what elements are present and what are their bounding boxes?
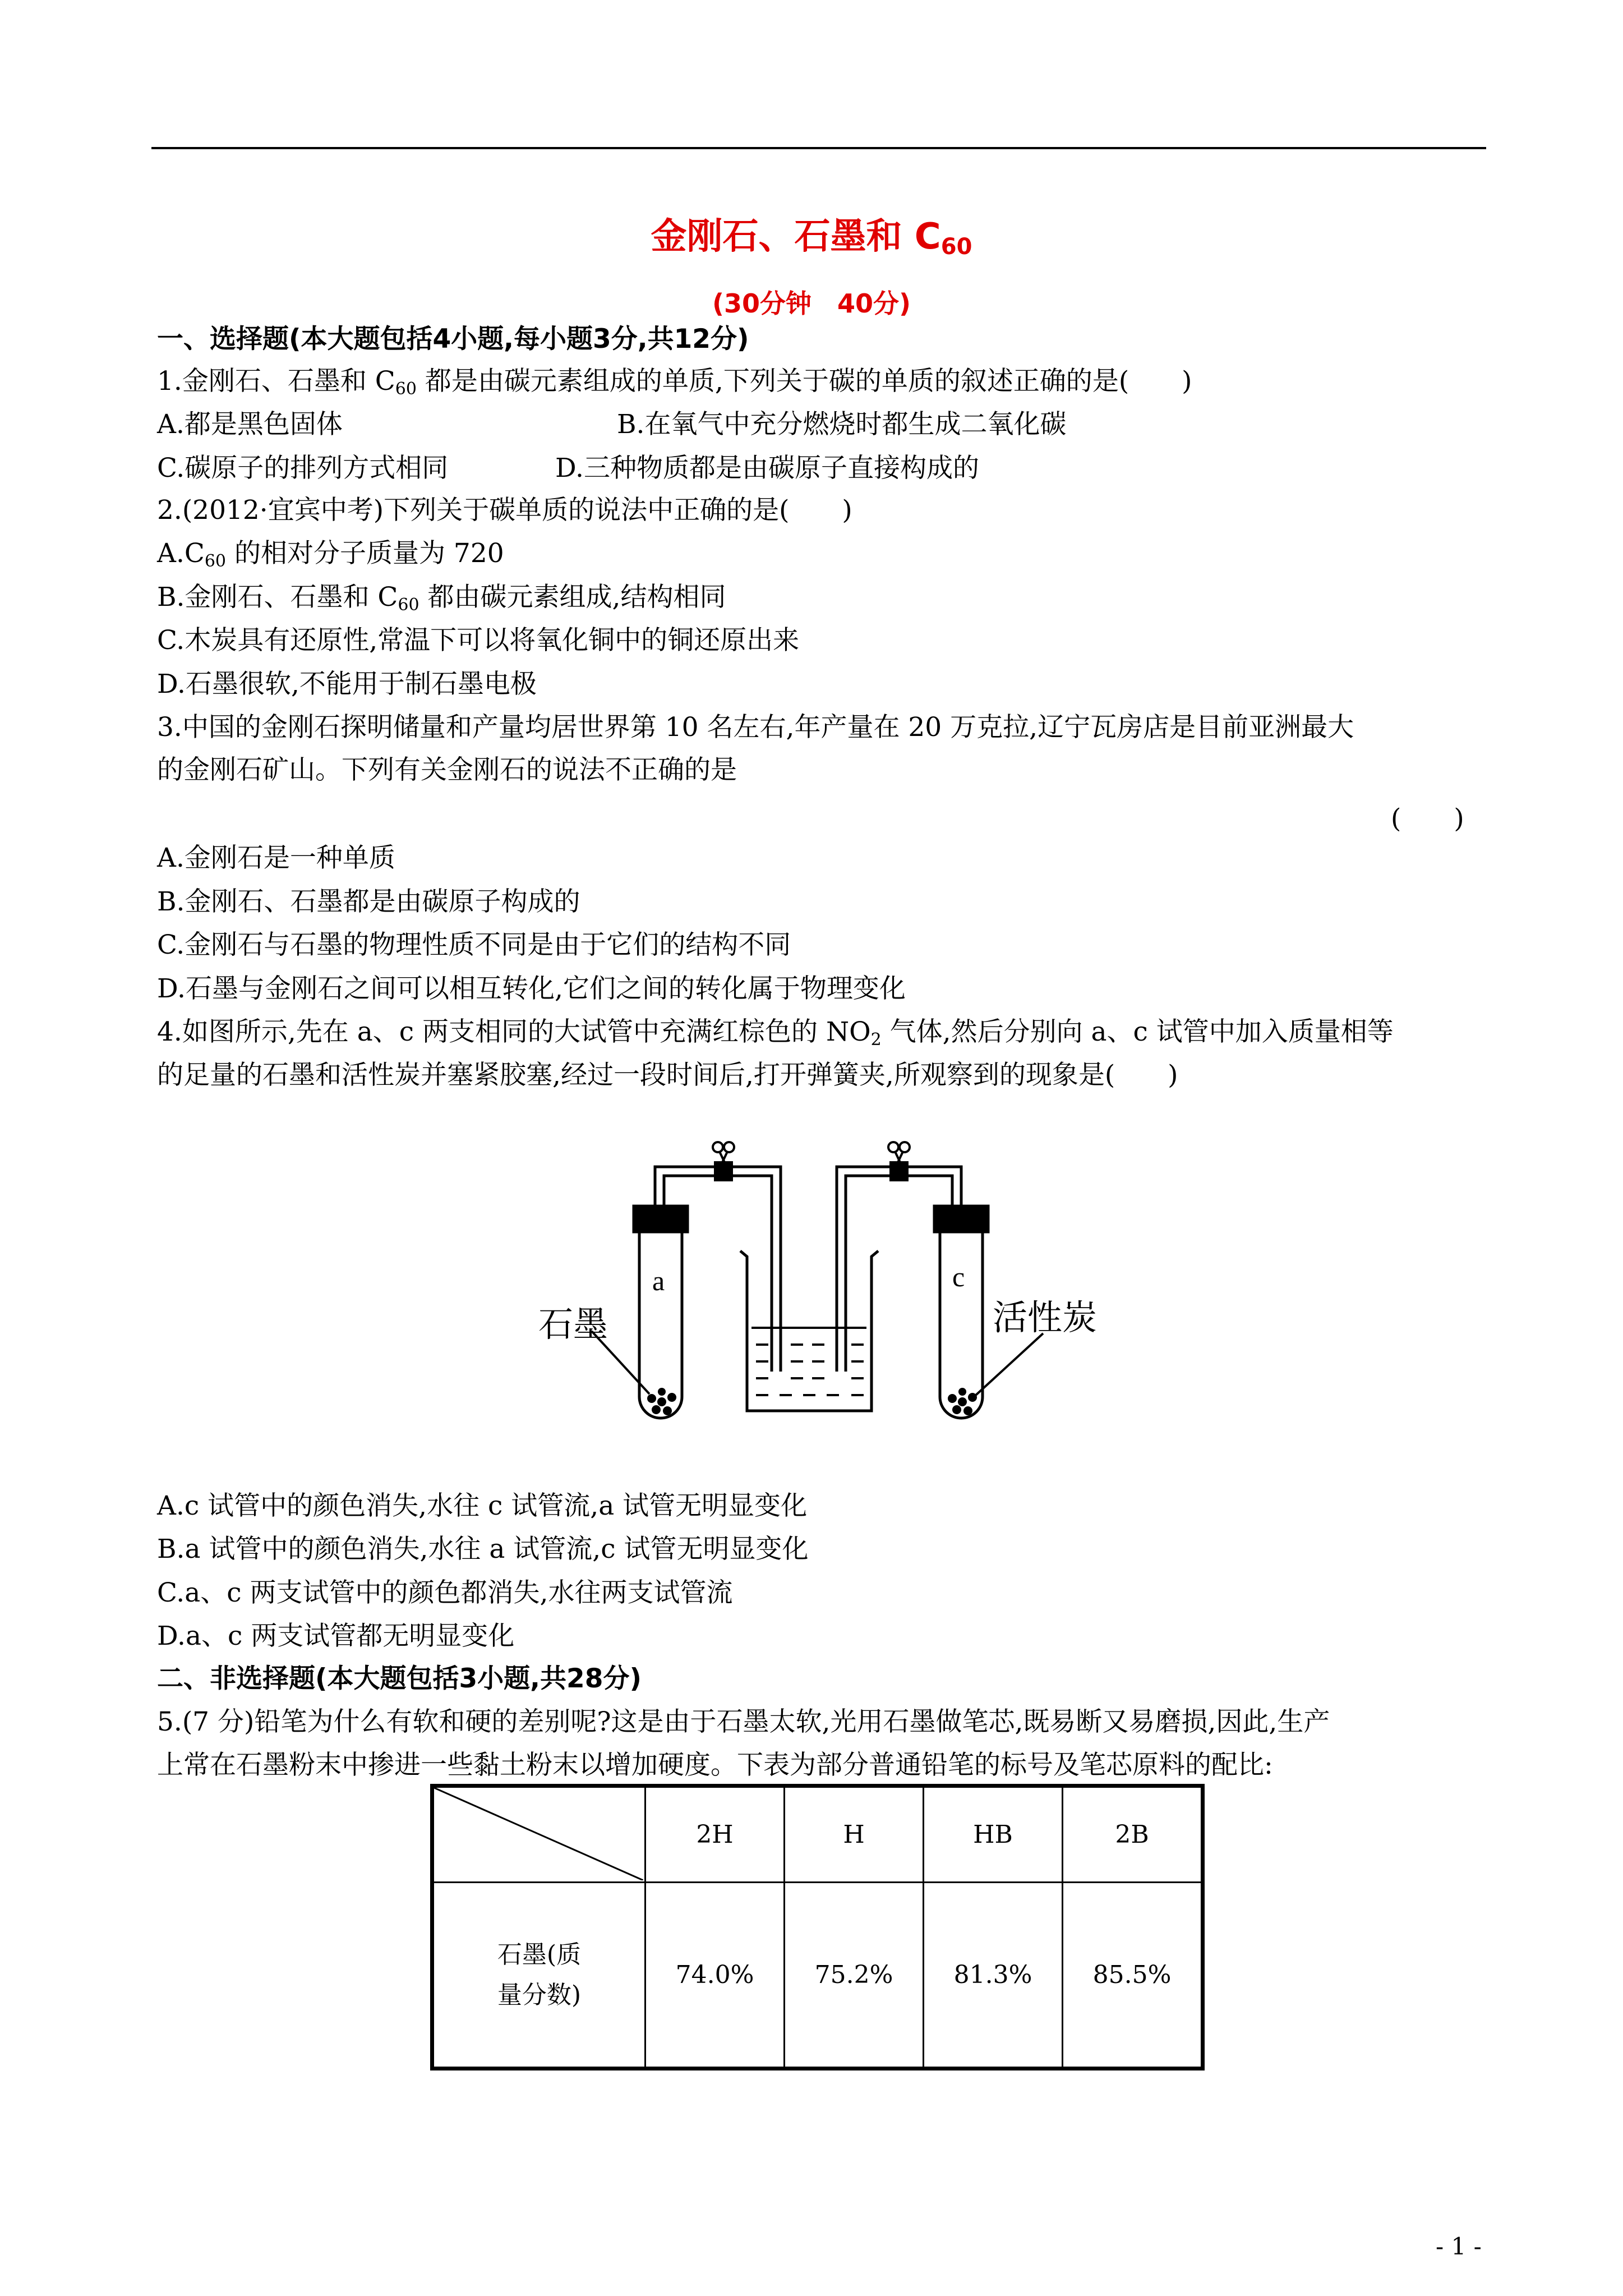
stopper-c — [934, 1206, 988, 1232]
q3-stem-line2: 的金刚石矿山。下列有关金刚石的说法不正确的是 — [157, 754, 737, 785]
table-header-cell: 2H — [645, 1786, 785, 1883]
table-header-cell: HB — [924, 1786, 1063, 1883]
section-heading-1: 一、选择题(本大题包括4小题,每小题3分,共12分) — [157, 324, 749, 355]
time-score-note: (30分钟 40分) — [712, 288, 911, 319]
table-cell: 75.2% — [785, 1883, 924, 2069]
table-cell: 81.3% — [924, 1883, 1063, 2069]
q2-stem: 2.(2012·宜宾中考)下列关于碳单质的说法中正确的是( ) — [157, 495, 852, 526]
q5-text-line2: 上常在石墨粉末中掺进一些黏土粉末以增加硬度。下表为部分普通铅笔的标号及笔芯原料的配比: — [157, 1750, 1273, 1780]
q3-option-b: B.金刚石、石墨都是由碳原子构成的 — [157, 886, 580, 917]
q3-answer-paren: ( ) — [1391, 803, 1464, 834]
label-a: a — [652, 1265, 665, 1296]
q1-option-c: C.碳原子的排列方式相同 — [157, 453, 449, 484]
page-number: - 1 - — [1436, 2233, 1482, 2260]
graphite-granules — [647, 1388, 676, 1415]
table-header-row — [432, 1786, 1203, 1883]
stopper-a — [634, 1206, 688, 1232]
activated-carbon-granules — [948, 1388, 977, 1415]
water-beaker — [740, 1251, 878, 1411]
label-graphite: 石墨 — [538, 1304, 608, 1345]
q3-option-d: D.石墨与金刚石之间可以相互转化,它们之间的转化属于物理变化 — [157, 973, 906, 1004]
spring-clip-left — [713, 1142, 734, 1180]
table-row-label: 石墨(质 量分数) — [432, 1883, 645, 2069]
q3-stem-line1: 3.中国的金刚石探明储量和产量均居世界第 10 名左右,年产量在 20 万克拉,辽宁瓦房店是目前亚洲最大 — [157, 712, 1354, 743]
header-rule — [151, 147, 1486, 149]
q3-option-c: C.金刚石与石墨的物理性质不同是由于它们的结构不同 — [157, 930, 791, 960]
q4-stem-line1: 4.如图所示,先在 a、c 两支相同的大试管中充满红棕色的 $NO_2$ 气体,然后分别向 a、c 试管中加入质量相等 — [157, 1016, 1394, 1050]
pencil-lead-ratio-table — [430, 1784, 1205, 2070]
q2-option-d: D.石墨很软,不能用于制石墨电极 — [157, 669, 537, 700]
q1-option-d: D.三种物质都是由碳原子直接构成的 — [555, 453, 979, 484]
spring-clip-right — [888, 1142, 910, 1180]
adsorption-apparatus-figure — [527, 1136, 1335, 1439]
q2-option-c: C.木炭具有还原性,常温下可以将氧化铜中的铜还原出来 — [157, 625, 800, 656]
q1-option-b: B.在氧气中充分燃烧时都生成二氧化碳 — [617, 409, 1067, 440]
water-surface — [751, 1328, 866, 1395]
q4-option-c: C.a、c 两支试管中的颜色都消失,水往两支试管流 — [157, 1577, 733, 1608]
q4-option-d: D.a、c 两支试管都无明显变化 — [157, 1621, 515, 1651]
q4-stem-line2: 的足量的石墨和活性炭并塞紧胶塞,经过一段时间后,打开弹簧夹,所观察到的现象是( ) — [157, 1060, 1178, 1091]
section-heading-2: 二、非选择题(本大题包括3小题,共28分) — [157, 1663, 642, 1694]
q4-option-b: B.a 试管中的颜色消失,水往 a 试管流,c 试管无明显变化 — [157, 1534, 809, 1565]
q4-option-a: A.c 试管中的颜色消失,水往 c 试管流,a 试管无明显变化 — [157, 1490, 808, 1521]
q2-option-a: $A.C_{60}$ 的相对分子质量为 720 — [157, 538, 504, 571]
left-glass-pipe — [655, 1167, 781, 1372]
q3-option-a: A.金刚石是一种单质 — [157, 843, 395, 873]
page-title: 金刚石、石墨和 $C_{60}$ — [651, 216, 972, 260]
q1-stem: 1.金刚石、石墨和 $C_{60}$ 都是由碳元素组成的单质,下列关于碳的单质的叙述正确的是( ) — [157, 366, 1192, 399]
label-c: c — [952, 1261, 965, 1292]
q1-option-a: A.都是黑色固体 — [157, 409, 343, 440]
label-activated-carbon: 活性炭 — [993, 1297, 1098, 1338]
table-corner-cell — [432, 1786, 645, 1883]
leader-line-right — [976, 1333, 1043, 1395]
right-glass-pipe — [837, 1167, 961, 1372]
table-cell: 85.5% — [1063, 1883, 1203, 2069]
table-cell: 74.0% — [645, 1883, 785, 2069]
q5-text-line1: 5.(7 分)铅笔为什么有软和硬的差别呢?这是由于石墨太软,光用石墨做笔芯,既易断又易磨损,因此,生产 — [157, 1706, 1330, 1737]
table-header-cell: H — [785, 1786, 924, 1883]
table-header-cell: 2B — [1063, 1786, 1203, 1883]
table-row — [432, 1883, 1203, 2069]
q2-option-b: B.金刚石、石墨和 $C_{60}$ 都由碳元素组成,结构相同 — [157, 582, 726, 615]
